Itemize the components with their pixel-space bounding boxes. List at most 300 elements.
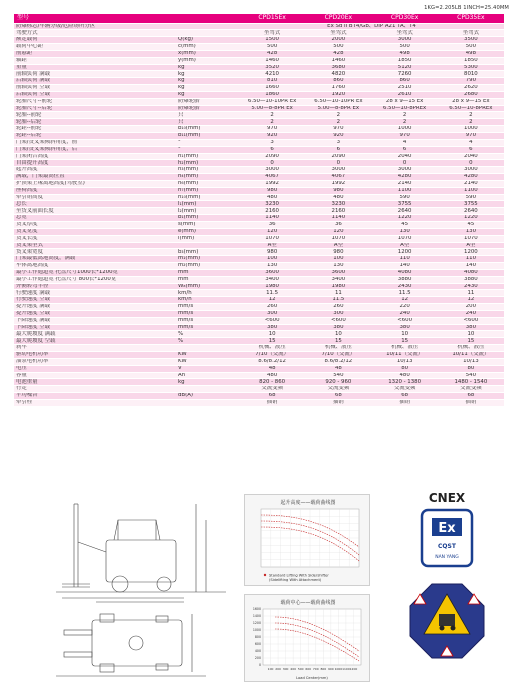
spec-param-name: 轮胎尺寸--后轮: [14, 105, 174, 112]
spec-row: [14, 365, 504, 372]
spec-param-unit: [174, 399, 239, 406]
spec-row: [14, 393, 504, 400]
spec-param-unit: kg: [174, 64, 239, 71]
spec-value: 480: [372, 372, 438, 379]
chart2-y-tick: 1200: [252, 621, 261, 626]
spec-value: 插销: [438, 399, 504, 406]
spec-value: 11.5: [305, 297, 371, 304]
spec-param-name: 牵引销高度: [14, 194, 174, 201]
spec-row: [14, 37, 504, 44]
spec-param-name: 载荷中心距: [14, 44, 174, 51]
spec-value: 980: [305, 187, 371, 194]
spec-value: A型: [372, 242, 438, 249]
spec-value: 3755: [372, 201, 438, 208]
spec-value: 28 x 9—15 Ex: [372, 98, 438, 105]
spec-param-unit: [174, 345, 239, 352]
spec-value: 3: [305, 139, 371, 146]
spec-value: 820 - 860: [239, 379, 305, 386]
spec-row: [14, 358, 504, 365]
spec-value: 3755: [438, 201, 504, 208]
spec-value: <600: [438, 317, 504, 324]
spec-value: 860: [305, 78, 371, 85]
spec-value: 1920: [305, 91, 371, 98]
spec-row: [14, 338, 504, 345]
chart2-x-tick: 300: [282, 667, 289, 671]
spec-value: 1660: [239, 85, 305, 92]
spec-value: 2000: [305, 37, 371, 44]
spec-row: [14, 399, 504, 406]
spec-value: 220: [372, 304, 438, 311]
spec-value: 68: [438, 393, 504, 400]
spec-value: 3880: [438, 276, 504, 283]
spec-param-unit: h₂(mm): [174, 160, 239, 167]
spec-param-name: 起升高度: [14, 167, 174, 174]
spec-value: 260: [305, 304, 371, 311]
spec-param-unit: [174, 23, 239, 30]
spec-value: 10: [372, 331, 438, 338]
chart2-x-tick: 100: [267, 667, 274, 671]
spec-param-name: 后轴负荷 满载: [14, 78, 174, 85]
spec-row: [14, 317, 504, 324]
spec-param-name: 行走: [14, 386, 174, 393]
spec-value: 6: [372, 146, 438, 153]
spec-param-name: 防爆标志/车辆分级/危险场所分区: [14, 23, 174, 30]
spec-param-name: 护顶架上缘离地高度(驾驶室): [14, 180, 174, 187]
spec-value: 500: [438, 44, 504, 51]
spec-param-unit: °: [174, 146, 239, 153]
spec-value: 5.00—8-8PR Ex: [305, 105, 371, 112]
spec-value: 48: [239, 365, 305, 372]
spec-value: 0: [305, 160, 371, 167]
spec-value: 380: [372, 324, 438, 331]
header-unit: [174, 14, 239, 23]
spec-value: 3600: [239, 269, 305, 276]
spec-value: 插销: [239, 399, 305, 406]
spec-value: 2: [372, 112, 438, 119]
spec-value: <600: [305, 317, 371, 324]
spec-param-unit: l₁(mm): [174, 201, 239, 208]
spec-value: 130: [438, 228, 504, 235]
spec-value: 1070: [239, 235, 305, 242]
spec-param-name: 轮胎--前轮: [14, 112, 174, 119]
spec-value: 1992: [239, 180, 305, 187]
spec-param-name: 货叉架型式: [14, 242, 174, 249]
spec-value: 机械、液压: [305, 345, 371, 352]
spec-param-name: 后轴负荷 空载: [14, 91, 174, 98]
spec-param-unit: %: [174, 338, 239, 345]
ex-badge: [422, 510, 472, 566]
spec-param-unit: %: [174, 331, 239, 338]
spec-value: 970: [372, 133, 438, 140]
spec-value: 3230: [239, 201, 305, 208]
spec-param-name: 油泵电机功率: [14, 358, 174, 365]
spec-value: 2: [372, 119, 438, 126]
spec-row: [14, 85, 504, 92]
spec-value: 480: [305, 194, 371, 201]
spec-value: 2640: [372, 208, 438, 215]
spec-value: 1850: [372, 57, 438, 64]
spec-row: [14, 208, 504, 215]
spec-param-unit: l(mm): [174, 235, 239, 242]
spec-value: 80: [438, 365, 504, 372]
load-center-load-chart: [244, 594, 370, 682]
spec-param-name: 电压: [14, 365, 174, 372]
spec-param-unit: mm/s: [174, 317, 239, 324]
spec-value: 10/13: [438, 358, 504, 365]
chart2-x-tick: 200: [275, 667, 281, 671]
spec-param-name: 外侧转弯半径: [14, 283, 174, 290]
chart2-x-tick: 700: [312, 667, 319, 671]
spec-param-unit: mm/s: [174, 310, 239, 317]
spec-row: [14, 139, 504, 146]
spec-value: 120: [305, 228, 371, 235]
spec-param-unit: kg: [174, 91, 239, 98]
spec-param-name: 车体离地高度: [14, 263, 174, 270]
spec-row: [14, 215, 504, 222]
spec-row: [14, 276, 504, 283]
spec-row: [14, 78, 504, 85]
spec-row: [14, 297, 504, 304]
spec-param-unit: V: [174, 365, 239, 372]
spec-value: 500: [372, 44, 438, 51]
spec-value: 3500: [438, 37, 504, 44]
spec-value: 2040: [438, 153, 504, 160]
spec-param-unit: KW: [174, 352, 239, 359]
spec-value: 810: [239, 78, 305, 85]
spec-param-unit: Ah: [174, 372, 239, 379]
spec-value: 8010: [438, 71, 504, 78]
spec-param-name: 前轴负荷 满载: [14, 71, 174, 78]
spec-param-unit: y(mm): [174, 57, 239, 64]
spec-value: 8.6/8.2/12: [239, 358, 305, 365]
spec-value: 130: [239, 263, 305, 270]
spec-value: 15: [305, 338, 371, 345]
spec-param-unit: b₁₁(mm): [174, 133, 239, 140]
spec-param-unit: Wₐ(mm): [174, 283, 239, 290]
spec-value: 6.50—10-10PR Ex: [305, 98, 371, 105]
spec-value: 68: [239, 393, 305, 400]
spec-value: 15: [372, 338, 438, 345]
spec-value: 2: [305, 112, 371, 119]
spec-value: 3400: [239, 276, 305, 283]
spec-row: [14, 91, 504, 98]
spec-value: 4080: [372, 269, 438, 276]
spec-row: [14, 112, 504, 119]
spec-value: 1860: [239, 91, 305, 98]
spec-value: 540: [438, 372, 504, 379]
spec-value: 1980: [239, 283, 305, 290]
spec-value: 1480 - 1540: [438, 379, 504, 386]
spec-value: 交流变频: [372, 386, 438, 393]
spec-value: 498: [438, 50, 504, 57]
spec-value: 2610: [372, 91, 438, 98]
spec-row: [14, 50, 504, 57]
spec-param-name: 前悬距: [14, 50, 174, 57]
spec-value: 3000: [438, 167, 504, 174]
spec-row: [14, 57, 504, 64]
spec-param-name: 下降速度 空载: [14, 324, 174, 331]
spec-value: 1320 - 1380: [372, 379, 438, 386]
spec-row: [14, 310, 504, 317]
spec-value: 3520: [239, 64, 305, 71]
spec-value: 15: [438, 338, 504, 345]
chart2-y-tick: 1000: [252, 628, 261, 633]
chart2-x-tick: 900: [327, 667, 334, 671]
forklift-drawing-svg: [56, 492, 226, 680]
spec-row: [14, 290, 504, 297]
spec-param-name: 前轴负荷 空载: [14, 85, 174, 92]
spec-param-unit: kg: [174, 379, 239, 386]
spec-value: 15: [239, 338, 305, 345]
spec-value: 970: [438, 133, 504, 140]
spec-value: 11.5: [372, 290, 438, 297]
spec-param-name: 最小工作通道宽 托盘尺寸 800长*1200宽: [14, 276, 174, 283]
spec-row: [14, 324, 504, 331]
spec-value: 498: [372, 50, 438, 57]
spec-value: 10/11（交流）: [438, 352, 504, 359]
load-center-load-chart-svg: [245, 595, 371, 683]
chart2-y-tick: 600: [254, 642, 261, 647]
spec-value: 28 x 9—15 Ex: [438, 98, 504, 105]
chart2-y-tick: 1600: [252, 607, 261, 612]
spec-param-name: 轴距: [14, 57, 174, 64]
chart2-x-tick: 500: [297, 667, 304, 671]
spec-param-name: 行驶速度 空载: [14, 297, 174, 304]
spec-value: 2430: [372, 283, 438, 290]
chart1-legend-1: Standard Lifting With Sidershifter: [269, 573, 329, 578]
spec-value: 5300: [438, 64, 504, 71]
spec-param-name: 货叉架宽度: [14, 249, 174, 256]
spec-value: 插销: [305, 399, 371, 406]
spec-value: 920 - 960: [305, 379, 371, 386]
spec-param-name: 满载，门架最高位置: [14, 174, 174, 181]
spec-value: 6.50—10-8PREx: [372, 105, 438, 112]
spec-value: 36: [305, 221, 371, 228]
spec-param-unit: m₂(mm): [174, 263, 239, 270]
spec-value: 2040: [372, 153, 438, 160]
spec-value: 1980: [305, 283, 371, 290]
chart2-x-tick: 800: [320, 667, 327, 671]
spec-value: 428: [239, 50, 305, 57]
ex-badge-main: Ex: [438, 521, 456, 536]
spec-value: 100: [305, 256, 371, 263]
spec-value: 45: [438, 221, 504, 228]
chart2-y-tick: 800: [254, 635, 261, 640]
spec-value: 6: [239, 146, 305, 153]
spec-value: 3000: [305, 167, 371, 174]
spec-value: 200: [438, 304, 504, 311]
spec-value: <600: [372, 317, 438, 324]
spec-value: 380: [239, 324, 305, 331]
spec-param-name: 门架/货叉架倾斜角度，后: [14, 146, 174, 153]
spec-row: [14, 221, 504, 228]
spec-param-unit: km/h: [174, 290, 239, 297]
spec-value: 坐驾式: [239, 30, 305, 37]
spec-value: 1992: [305, 180, 371, 187]
spec-value: 4280: [438, 174, 504, 181]
spec-value: 48: [305, 365, 371, 372]
spec-param-name: 刹车: [14, 345, 174, 352]
spec-value: 10: [305, 331, 371, 338]
chart1-title: 起升高度——载荷曲线图: [280, 500, 336, 506]
header-cpd15ex: CPD15Ex: [239, 14, 305, 23]
spec-value: 7260: [372, 71, 438, 78]
spec-row: [14, 146, 504, 153]
certification-logo-area: [392, 486, 502, 682]
spec-value: 机械、液压: [372, 345, 438, 352]
spec-value: 交流变频: [239, 386, 305, 393]
spec-value: <600: [239, 317, 305, 324]
spec-value: 10: [438, 331, 504, 338]
spec-row: [14, 44, 504, 51]
spec-param-unit: [174, 30, 239, 37]
spec-param-name: 门架/货叉架倾斜角度，前: [14, 139, 174, 146]
spec-value: 1460: [239, 57, 305, 64]
spec-value: 坐驾式: [305, 30, 371, 37]
spec-value: 0: [372, 160, 438, 167]
spec-value: 6: [305, 146, 371, 153]
spec-param-unit: 防爆轮胎: [174, 98, 239, 105]
chart2-x-tick: 400: [290, 667, 297, 671]
spec-value: 7/10（交流）: [305, 352, 371, 359]
spec-param-unit: 只: [174, 119, 239, 126]
spec-value: 交流变频: [438, 386, 504, 393]
spec-value: 4080: [438, 269, 504, 276]
spec-value: 2: [239, 119, 305, 126]
spec-value: 540: [305, 372, 371, 379]
spec-param-name: 座椅高度: [14, 187, 174, 194]
spec-value: 500: [239, 44, 305, 51]
spec-value: 5.00—8-8PR Ex: [239, 105, 305, 112]
spec-param-name: 货叉厚度: [14, 221, 174, 228]
spec-value: 2160: [305, 208, 371, 215]
spec-value: 790: [438, 78, 504, 85]
spec-value: 2090: [239, 153, 305, 160]
spec-value: 2: [438, 119, 504, 126]
spec-value: 交流变频: [305, 386, 371, 393]
spec-value: 5120: [372, 64, 438, 71]
spec-param-name: 至货叉前面长度: [14, 208, 174, 215]
spec-value: 110: [372, 256, 438, 263]
certification-logo-svg: [392, 486, 502, 682]
spec-value: 920: [239, 133, 305, 140]
spec-param-name: 轮胎尺寸--前轮: [14, 98, 174, 105]
spec-value: 2: [239, 112, 305, 119]
spec-value: 428: [305, 50, 371, 57]
spec-value: 3680: [305, 64, 371, 71]
chart2-y-tick: 0: [258, 663, 261, 668]
spec-value: 4067: [239, 174, 305, 181]
spec-param-unit: b₃(mm): [174, 249, 239, 256]
chart2-title: 载荷中心——载荷曲线图: [280, 600, 336, 606]
spec-param-unit: [174, 242, 239, 249]
spec-value: 3600: [305, 269, 371, 276]
spec-param-unit: b₁(mm): [174, 215, 239, 222]
spec-row: [14, 235, 504, 242]
spec-value: 1220: [372, 215, 438, 222]
spec-value: 1500: [239, 37, 305, 44]
spec-value: 240: [438, 310, 504, 317]
spec-value: A型: [239, 242, 305, 249]
spec-value: 1100: [372, 187, 438, 194]
spec-param-name: 门架闭合高度: [14, 153, 174, 160]
unit-conversion-note: 1KG=2.205LB 1INCH=25.40MM: [424, 5, 509, 11]
chart1-legend-marker: [264, 574, 266, 576]
spec-value: 500: [305, 44, 371, 51]
spec-param-unit: m₁(mm): [174, 256, 239, 263]
spec-row: [14, 180, 504, 187]
spec-row: [14, 23, 504, 30]
spec-value: 4067: [305, 174, 371, 181]
spec-row: [14, 187, 504, 194]
spec-value: 1070: [305, 235, 371, 242]
spec-value: 11: [438, 290, 504, 297]
spec-param-name: 最小工作通道宽 托盘尺寸1000长*1200宽: [14, 269, 174, 276]
spec-param-unit: x(mm): [174, 50, 239, 57]
spec-value: 980: [305, 249, 371, 256]
spec-row: [14, 105, 504, 112]
spec-param-name: 牵引栓: [14, 399, 174, 406]
spec-value: 4280: [372, 174, 438, 181]
spec-param-name: 门架最低离地高度，满载: [14, 256, 174, 263]
spec-value: 45: [372, 221, 438, 228]
spec-table-header: [14, 14, 504, 23]
spec-value: 10/13: [372, 358, 438, 365]
chart2-x-tick: 1000: [334, 667, 343, 671]
chart2-x-tick: 600: [305, 667, 312, 671]
spec-value: 插销: [372, 399, 438, 406]
spec-value: 0: [438, 160, 504, 167]
spec-param-name: 总长: [14, 201, 174, 208]
spec-param-name: 货叉宽度: [14, 228, 174, 235]
spec-param-unit: Q(kg): [174, 37, 239, 44]
spec-value: 1140: [305, 215, 371, 222]
spec-value: 1200: [438, 249, 504, 256]
spec-value: 980: [239, 187, 305, 194]
spec-row: [14, 386, 504, 393]
spec-value: 68: [305, 393, 371, 400]
spec-param-unit: b₁₀(mm): [174, 126, 239, 133]
spec-row: [14, 133, 504, 140]
spec-param-name: 重量: [14, 64, 174, 71]
spec-param-unit: km/h: [174, 297, 239, 304]
spec-row: [14, 331, 504, 338]
chart2-x-tick: 1200: [349, 667, 358, 671]
spec-value: 130: [305, 263, 371, 270]
spec-param-unit: c(mm): [174, 44, 239, 51]
spec-param-name: 轮胎--后轮: [14, 119, 174, 126]
spec-param-unit: kg: [174, 85, 239, 92]
spec-value: 4210: [239, 71, 305, 78]
spec-value: 8.6/8.2/12: [305, 358, 371, 365]
spec-row: [14, 242, 504, 249]
spec-value: 2140: [438, 180, 504, 187]
spec-param-unit: l₂(mm): [174, 208, 239, 215]
header-cpd35ex: CPD35Ex: [438, 14, 504, 23]
spec-value: 2620: [438, 85, 504, 92]
spec-value: 机械、液压: [438, 345, 504, 352]
spec-value: 120: [239, 228, 305, 235]
spec-param-unit: h₇(mm): [174, 187, 239, 194]
spec-value: 4: [372, 139, 438, 146]
spec-value: 坐驾式: [438, 30, 504, 37]
spec-row: [14, 30, 504, 37]
spec-value: 2: [438, 112, 504, 119]
spec-value: 1100: [438, 187, 504, 194]
spec-value: 4820: [305, 71, 371, 78]
spec-param-name: 最大爬坡度 空载: [14, 338, 174, 345]
forklift-dimension-drawing: [56, 492, 226, 680]
